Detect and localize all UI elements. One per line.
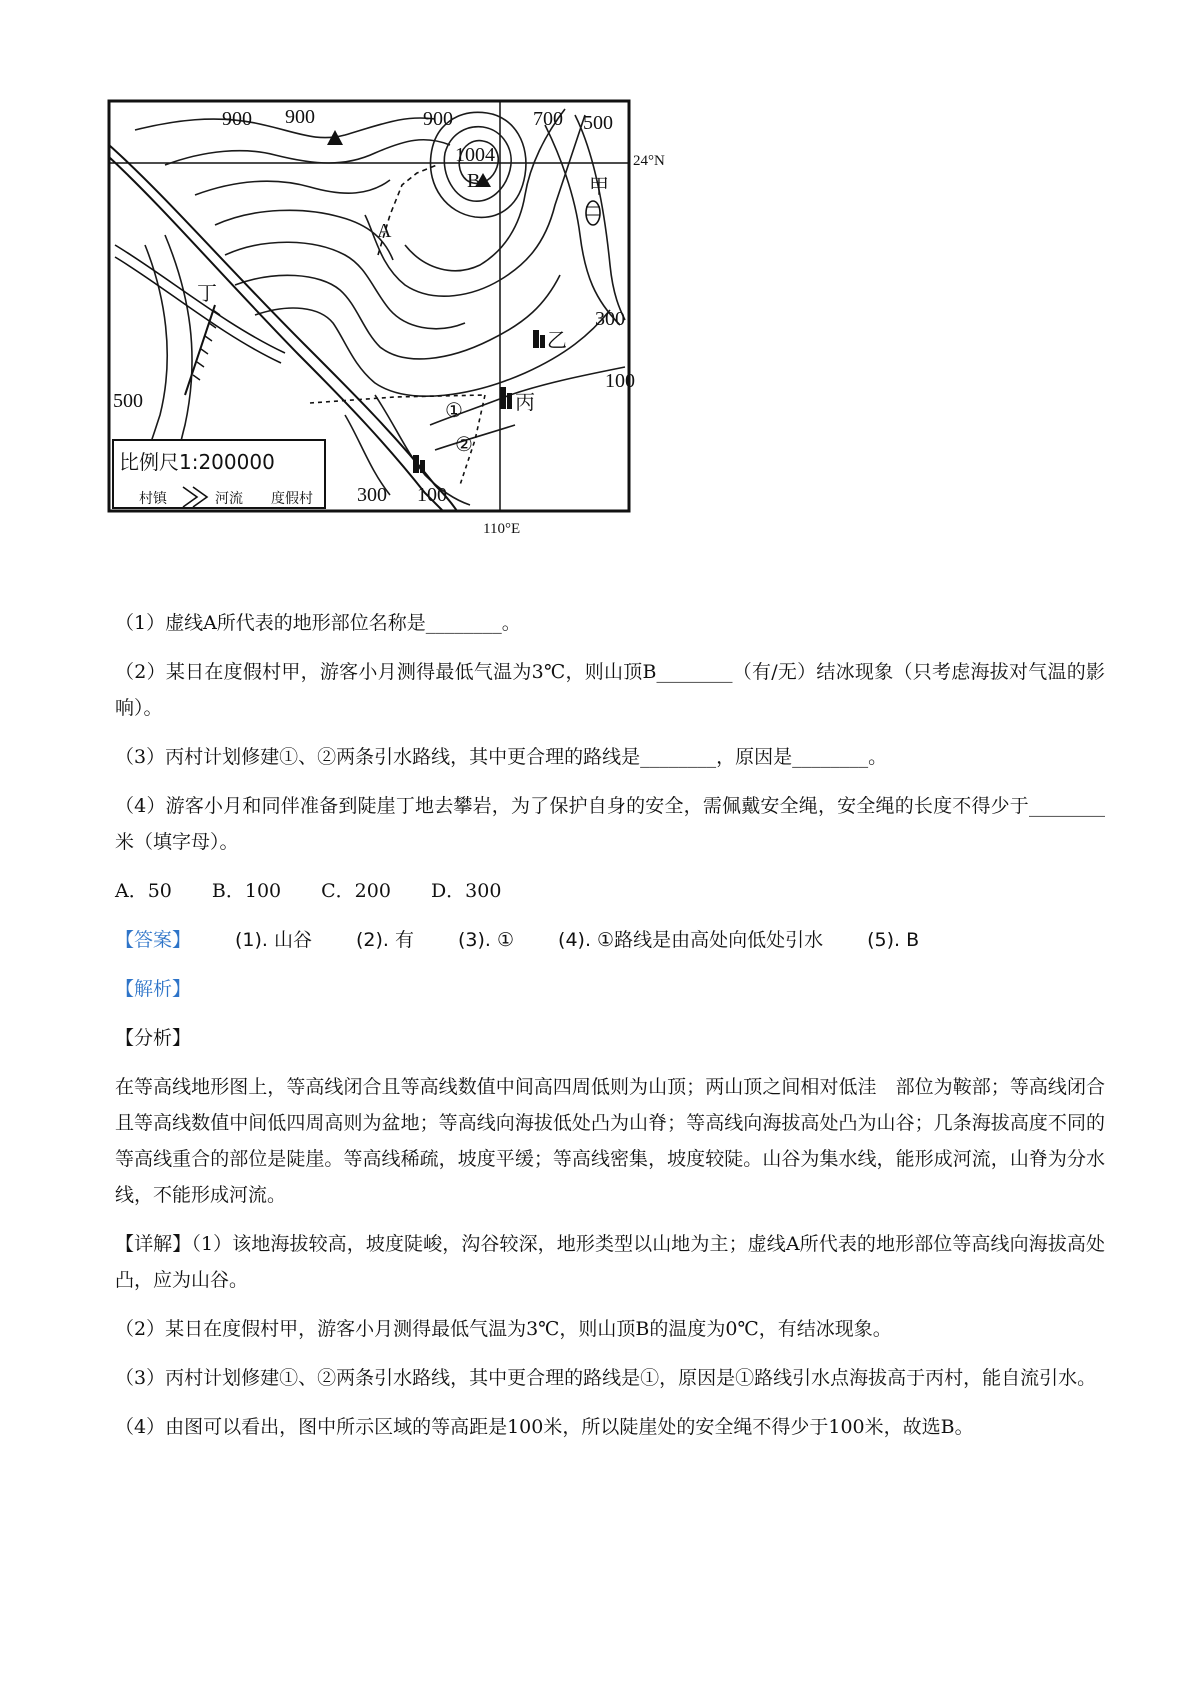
cliff-symbol xyxy=(185,305,220,395)
option-d: D．300 xyxy=(430,880,502,902)
answer-item: (3). ① xyxy=(458,929,515,951)
contour-label: 500 xyxy=(113,390,143,412)
village-yi-label: 乙 xyxy=(547,328,567,352)
xiangjie-label: 【详解】 xyxy=(115,1233,192,1255)
xiangjie-3: （3）丙村计划修建①、②两条引水路线，其中更合理的路线是①，原因是①路线引水点海拔高于丙村，能自流引水。 xyxy=(115,1367,1097,1389)
question-2: （2）某日在度假村甲，游客小月测得最低气温为3℃，则山顶B________（有/无）结冰现象（只考虑海拔对气温的影响）。 xyxy=(115,661,1105,719)
contour-label: 100 xyxy=(417,484,447,506)
option-b: B．100 xyxy=(211,880,282,902)
contour-map xyxy=(105,95,705,565)
contour-label: 900 xyxy=(423,108,453,130)
contour-map-svg xyxy=(105,95,705,565)
answer-item: (1). 山谷 xyxy=(235,929,313,951)
answer-item: (2). 有 xyxy=(356,929,415,951)
contour-label: 300 xyxy=(357,484,387,506)
analysis-label: 【解析】 xyxy=(115,978,192,1000)
valley-a-label: A xyxy=(377,220,392,242)
legend-town-label: 村镇 xyxy=(139,491,167,507)
xiangjie-1 xyxy=(115,1226,1105,1298)
question-text xyxy=(115,605,1105,1458)
contour-label: 100 xyxy=(605,370,635,392)
question-3: （3）丙村计划修建①、②两条引水路线，其中更合理的路线是________，原因是________。 xyxy=(115,746,888,768)
contour-label: 300 xyxy=(595,308,625,330)
contour-label: 700 xyxy=(533,108,563,130)
contour-label: 500 xyxy=(583,112,613,134)
cliff-ding-label: 丁 xyxy=(197,281,217,305)
options-row xyxy=(115,873,1105,909)
longitude-label: 110°E xyxy=(483,521,521,537)
xiangjie-1-text: （1）该地海拔较高，坡度陡峻，沟谷较深，地形类型以山地为主；虚线A所代表的地形部位等高线向海拔高处凸，应为山谷。 xyxy=(115,1233,1105,1291)
route-1-label: ① xyxy=(445,398,463,422)
fenxi-label: 【分析】 xyxy=(115,1027,192,1049)
xiangjie-4: （4）由图可以看出，图中所示区域的等高距是100米，所以陡崖处的安全绳不得少于100米，故选B。 xyxy=(115,1416,974,1438)
answer-row xyxy=(115,922,1105,958)
contour-label: 900 xyxy=(222,108,252,130)
question-1: （1）虚线A所代表的地形部位名称是________。 xyxy=(115,612,521,634)
fenxi-text: 在等高线地形图上，等高线闭合且等高线数值中间高四周低则为山顶；两山顶之间相对低洼 部位为鞍部；等高线闭合且等高线数值中间低四周高则为盆地；等高线向海拔低处凸为山脊；等高线向海拔高处凸为山谷；几条海拔高度不同的等高线重合的部位是陡崖。等高线稀疏，坡度平缓；等高线密集，坡度较陡。山谷为集水线，能形成河流，山脊为分水线，不能形成河流。 xyxy=(115,1076,1105,1206)
question-4: （4）游客小月和同伴准备到陡崖丁地去攀岩，为了保护自身的安全，需佩戴安全绳，安全绳的长度不得少于________米（填字母）。 xyxy=(115,795,1105,853)
answer-item: (5). B xyxy=(867,929,920,951)
option-c: C．200 xyxy=(321,880,391,902)
contour-label: 900 xyxy=(285,106,315,128)
route-2-label: ② xyxy=(455,432,473,456)
option-a: A．50 xyxy=(115,880,172,902)
legend-resort-label: 度假村 xyxy=(271,491,313,507)
peak-elevation-label: 1004 xyxy=(455,144,495,166)
peak-b-label: B xyxy=(467,170,481,192)
answer-label: 【答案】 xyxy=(115,929,192,951)
legend-river-label: 河流 xyxy=(215,491,243,507)
xiangjie-2: （2）某日在度假村甲，游客小月测得最低气温为3℃，则山顶B的温度为0℃，有结冰现象。 xyxy=(115,1318,892,1340)
scale-label: 比例尺1:200000 xyxy=(119,450,275,474)
latitude-label: 24°N xyxy=(633,153,665,169)
answer-item: (4). ①路线是由高处向低处引水 xyxy=(558,929,824,951)
village-bing-label: 丙 xyxy=(515,390,535,414)
village-jia-label: 甲 xyxy=(589,174,609,198)
